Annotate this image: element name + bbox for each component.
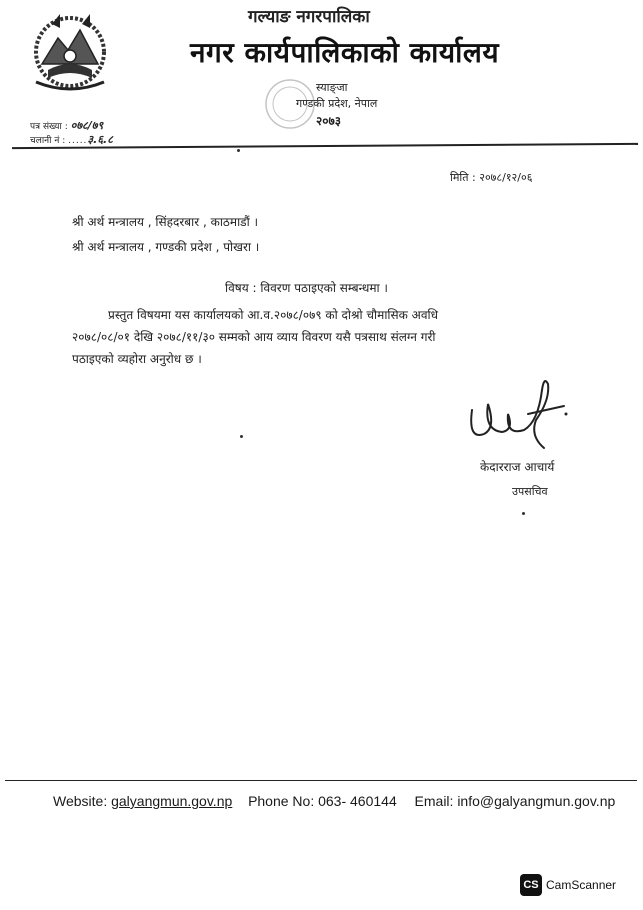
subject-line: विषय : विवरण पठाइएको सम्बन्धमा । bbox=[225, 281, 388, 295]
email-address: Email: info@galyangmun.gov.np bbox=[414, 793, 616, 809]
established-year: २०७३ bbox=[316, 114, 341, 128]
body-line: प्रस्तुत विषयमा यस कार्यालयको आ.व.२०७८/०७९ को दोश्रो चौमासिक अवधि bbox=[108, 308, 439, 322]
camscanner-label: CamScanner bbox=[546, 878, 617, 892]
phone-number: Phone No: 063- 460144 bbox=[248, 793, 397, 809]
signatory-title: उपसचिव bbox=[512, 485, 548, 498]
municipality-name: गल्याङ नगरपालिका bbox=[248, 7, 370, 27]
office-name: नगर कार्यपालिकाको कार्यालय bbox=[190, 36, 500, 69]
camscanner-logo-icon: CS bbox=[520, 874, 542, 896]
letter-number-label: पत्र संख्या : bbox=[30, 122, 68, 132]
address-district: स्याङ्जा bbox=[316, 81, 348, 94]
letter-body bbox=[72, 304, 592, 370]
footer-contact bbox=[53, 793, 615, 809]
website-label: Website: bbox=[53, 793, 112, 809]
recipient-line: श्री अर्थ मन्त्रालय , सिंहदरबार , काठमाडौं । bbox=[72, 215, 259, 229]
website-link[interactable]: galyangmun.gov.np bbox=[111, 793, 233, 809]
nepal-emblem-icon bbox=[20, 8, 120, 94]
dispatch-number-label: चलानी नं : bbox=[30, 136, 66, 146]
recipient-line: श्री अर्थ मन्त्रालय , गण्डकी प्रदेश , पोखरा । bbox=[72, 240, 260, 254]
dispatch-number-row: चलानी नं : .....३.६.८ bbox=[30, 133, 113, 146]
dispatch-number-value: ३.६.८ bbox=[87, 133, 113, 146]
letter-date: मिति : २०७८/१२/०६ bbox=[450, 171, 533, 184]
body-line: २०७८/०८/०१ देखि २०७८/११/३० सम्मको आय व्याय विवरण यसै पत्रसाथ संलग्न गरी bbox=[72, 330, 436, 344]
footer-divider bbox=[5, 780, 637, 781]
letter-number-row bbox=[30, 118, 103, 133]
letter-number-value: ०७८/७९ bbox=[70, 119, 104, 132]
signatory-name: केदारराज आचार्य bbox=[480, 460, 555, 474]
address-province: गण्डकी प्रदेश, नेपाल bbox=[296, 97, 378, 110]
signature-icon bbox=[462, 370, 582, 456]
camscanner-watermark bbox=[520, 874, 616, 896]
body-line: पठाइएको व्यहोरा अनुरोध छ । bbox=[72, 352, 202, 366]
